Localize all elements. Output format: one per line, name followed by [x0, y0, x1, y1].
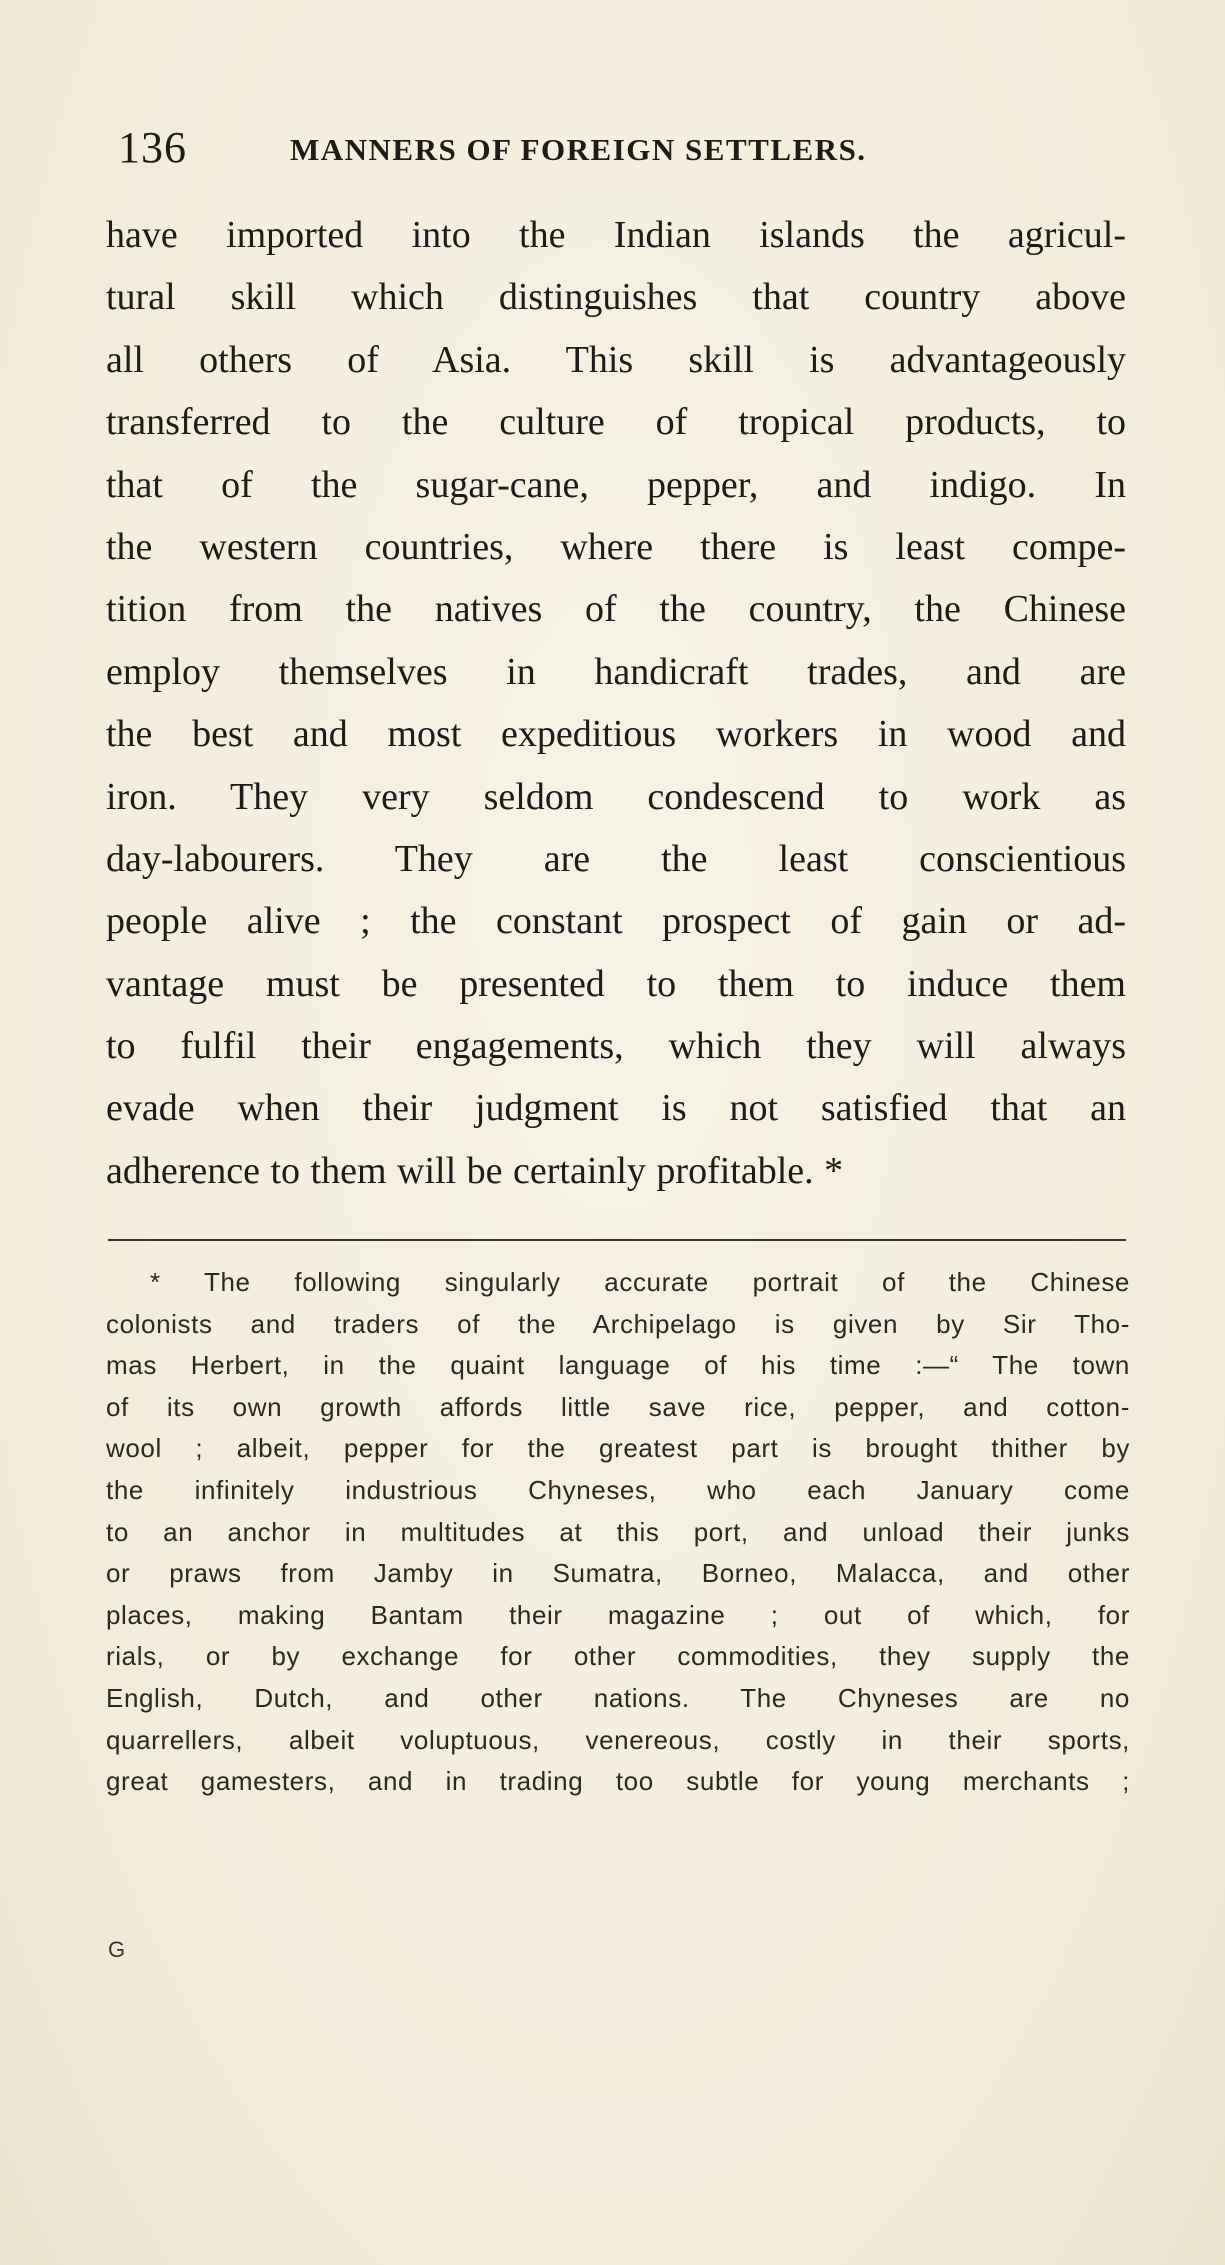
page-number: 136 [118, 123, 187, 172]
body-line: evade when their judgment is not satisfied that an [106, 1087, 1126, 1130]
body-line: have imported into the Indian islands the agricul- [106, 214, 1126, 256]
body-line: that of the sugar-cane, pepper, and indigo. In [106, 463, 1126, 506]
footnote-line: great gamesters, and in trading too subtle for young merchants ; [106, 1766, 1130, 1797]
running-head [118, 118, 1118, 178]
body-line: all others of Asia. This skill is advantageously [106, 338, 1126, 381]
footnote-line: rials, or by exchange for other commodities, they supply the [106, 1641, 1130, 1672]
footnote-divider [108, 1239, 1126, 1241]
footnote-line: quarrellers, albeit voluptuous, venereous, costly in their sports, [106, 1724, 1130, 1755]
footnote-line: English, Dutch, and other nations. The Chyneses are no [106, 1682, 1130, 1713]
footnote [106, 1262, 1130, 1803]
footnote-line: wool ; albeit, pepper for the greatest part is brought thither by [106, 1433, 1130, 1464]
footnote-line: of its own growth affords little save rice, pepper, and cotton- [106, 1391, 1130, 1422]
body-line: adherence to them will be certainly profitable. * [106, 1149, 844, 1192]
footnote-line: to an anchor in multitudes at this port, and unload their junks [106, 1516, 1130, 1547]
body-line: employ themselves in handicraft trades, and are [106, 650, 1126, 693]
footnote-line: places, making Bantam their magazine ; out of which, for [106, 1599, 1130, 1630]
footnote-line: colonists and traders of the Archipelago is given by Sir Tho- [106, 1308, 1130, 1339]
body-line: transferred to the culture of tropical products, to [106, 401, 1126, 444]
footnote-line: or praws from Jamby in Sumatra, Borneo, Malacca, and other [106, 1558, 1130, 1589]
body-line: day-labourers. They are the least conscientious [106, 837, 1126, 880]
body-line: iron. They very seldom condescend to work as [106, 775, 1126, 818]
body-line: tition from the natives of the country, the Chinese [106, 588, 1126, 631]
signature-mark: G [108, 1937, 126, 1962]
body-line: tural skill which distinguishes that country above [106, 276, 1126, 319]
body-line: people alive ; the constant prospect of gain or ad- [106, 900, 1126, 943]
body-line: to fulfil their engagements, which they will always [106, 1025, 1126, 1068]
body-text [106, 204, 1126, 1202]
body-line: the best and most expeditious workers in wood and [106, 713, 1126, 756]
running-title: MANNERS OF FOREIGN SETTLERS. [290, 132, 867, 167]
footnote-line: mas Herbert, in the quaint language of his time :—“ The town [106, 1350, 1130, 1381]
footnote-line: the infinitely industrious Chyneses, who each January come [106, 1474, 1130, 1505]
body-line: the western countries, where there is least compe- [106, 525, 1126, 568]
footnote-line: * The following singularly accurate portrait of the Chinese [150, 1267, 1130, 1297]
body-line: vantage must be presented to them to induce them [106, 962, 1126, 1005]
